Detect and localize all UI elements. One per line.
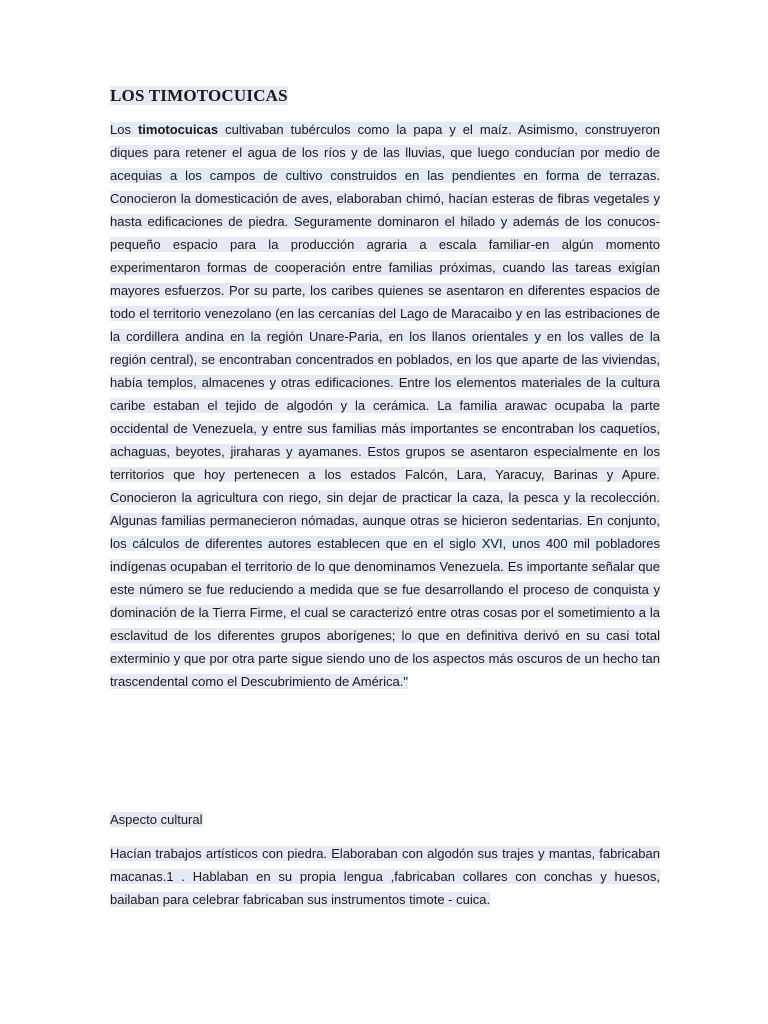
document-title bbox=[110, 84, 660, 108]
section-subheading bbox=[110, 810, 203, 830]
subheading-text: Aspecto cultural bbox=[110, 812, 203, 827]
cultural-text: Hacían trabajos artísticos con piedra. Elaboraban con algodón sus trajes y mantas, fabricaban macanas.1 . Hablaban en su propia lengua ,fabricaban collares con conchas y huesos, bailaban para celebrar fabricaban sus instrumentos timote - cuica. bbox=[110, 846, 660, 907]
intro-body: cultivaban tubérculos como la papa y el maíz. Asimismo, construyeron diques para retener el agua de los ríos y de las lluvias, que luego conducían por medio de acequias a los campos de cultivo construidos en las pendientes en forma de terrazas. Conocieron la domesticación de aves, elaboraban chimó, hacían esteras de fibras vegetales y hasta edificaciones de piedra. Seguramente dominaron el hilado y además de los conucos-pequeño espacio para la producción agraria a escala familiar-en algún momento experimentaron formas de cooperación entre familias próximas, cuando las tareas exigían mayores esfuerzos. Por su parte, los caribes quienes se asentaron en diferentes espacios de todo el territorio venezolano (en las cercanías del Lago de Maracaibo y en las estribaciones de la cordillera andina en la región Unare-Paria, en los llanos orientales y en los valles de la región central), se encontraban concentrados en poblados, en los que aparte de las viviendas, había templos, almacenes y otras edificaciones. Entre los elementos materiales de la cultura caribe estaban el tejido de algodón y la cerámica. La familia arawac ocupaba la parte occidental de Venezuela, y entre sus familias más importantes se encontraban los caquetíos, achaguas, beyotes, jiraharas y ayamanes. Estos grupos se asentaron especialmente en los territorios que hoy pertenecen a los estados Falcón, Lara, Yaracuy, Barinas y Apure. Conocieron la agricultura con riego, sin dejar de practicar la caza, la pesca y la recolección. Algunas familias permanecieron nómadas, aunque otras se hicieron sedentarias. En conjunto, los cálculos de diferentes autores establecen que en el siglo XVI, unos 400 mil pobladores indígenas ocupaban el territorio de lo que denominamos Venezuela. Es importante señalar que este número se fue reduciendo a medida que se fue desarrollando el proceso de conquista y dominación de la Tierra Firme, el cual se caracterizó entre otras cosas por el sometimiento a la esclavitud de los diferentes grupos aborígenes; lo que en definitiva derivó en su casi total exterminio y que por otra parte sigue siendo uno de los aspectos más oscuros de un hecho tan trascendental como el Descubrimiento de América." bbox=[110, 122, 660, 689]
intro-lead: Los bbox=[110, 122, 138, 137]
cultural-paragraph bbox=[110, 842, 660, 911]
intro-bold-term: timotocuicas bbox=[137, 122, 219, 137]
title-text: LOS TIMOTOCUICAS bbox=[110, 86, 288, 105]
intro-paragraph bbox=[110, 118, 660, 693]
document-page bbox=[110, 84, 660, 907]
